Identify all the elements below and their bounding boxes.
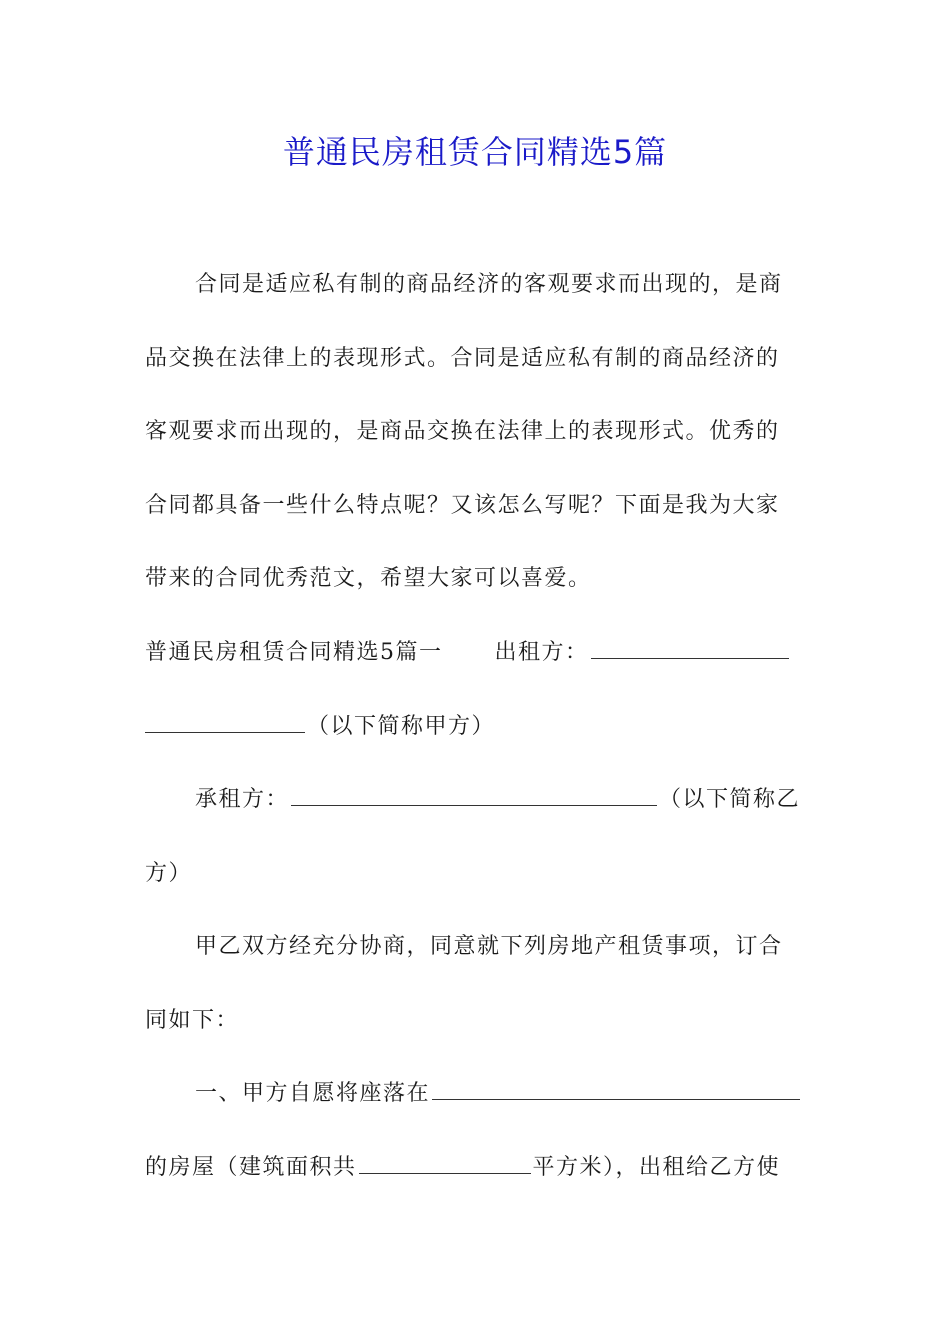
agreement-line-2: 同如下： xyxy=(145,1007,240,1033)
intro-paragraph xyxy=(145,248,807,616)
lessee-line xyxy=(145,763,807,837)
intro-line: 合同都具备一些什么特点呢？又该怎么写呢？下面是我为大家 xyxy=(145,492,780,518)
lessor-name-blank[interactable] xyxy=(591,638,789,659)
lessor-line xyxy=(145,616,807,690)
section-heading: 普通民房租赁合同精选5篇一 xyxy=(145,640,443,665)
clause-1-text-a: 的房屋（建筑面积共 xyxy=(145,1154,357,1180)
intro-line: 合同是适应私有制的商品经济的客观要求而出现的，是商 xyxy=(195,272,783,297)
clause-1-line-2 xyxy=(145,1131,807,1205)
clause-1-line xyxy=(145,1057,807,1131)
intro-line: 品交换在法律上的表现形式。合同是适应私有制的商品经济的 xyxy=(145,345,780,371)
property-location-blank[interactable] xyxy=(432,1079,800,1100)
intro-line: 客观要求而出现的，是商品交换在法律上的表现形式。优秀的 xyxy=(145,419,780,444)
lessee-suffix: （以下简称乙 xyxy=(659,787,801,812)
lessee-label: 承租方： xyxy=(195,787,290,812)
intro-line: 带来的合同优秀范文，希望大家可以喜爱。 xyxy=(145,566,592,591)
contract-body xyxy=(145,616,807,1204)
document-title: 普通民房租赁合同精选5篇 xyxy=(282,133,668,171)
agreement-line: 甲乙双方经充分协商，同意就下列房地产租赁事项，订合 xyxy=(195,934,783,959)
lessor-suffix: （以下简称甲方） xyxy=(307,713,496,739)
lessor-line-2 xyxy=(145,690,807,764)
lessee-name-blank[interactable] xyxy=(291,785,657,806)
lessee-line-2: 方） xyxy=(145,860,193,886)
clause-1-prefix: 一、甲方自愿将座落在 xyxy=(195,1081,431,1106)
area-blank[interactable] xyxy=(359,1153,531,1174)
clause-1-text-b: 平方米），出租给乙方使 xyxy=(532,1154,781,1180)
lessor-name-blank-cont[interactable] xyxy=(145,712,305,733)
lessor-label: 出租方： xyxy=(494,640,589,665)
